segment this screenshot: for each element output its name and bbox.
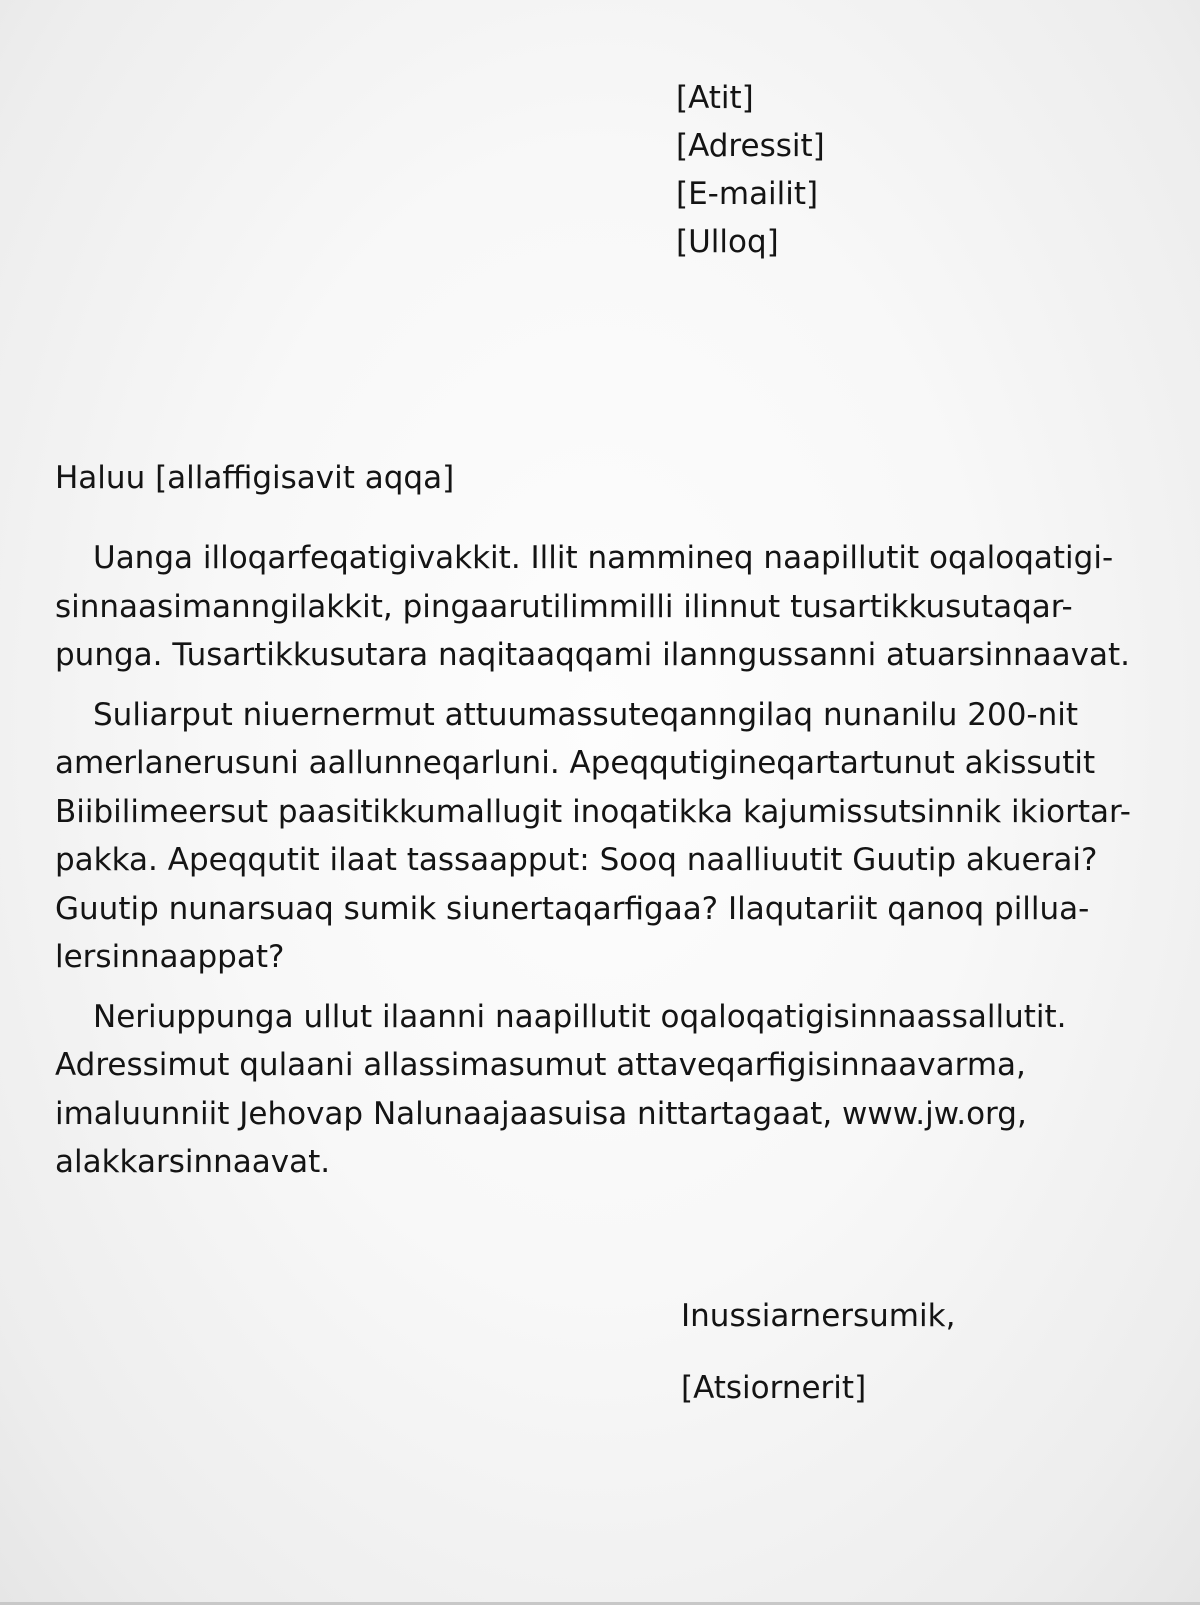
paragraph-line: amerlanerusuni aallunneqarluni. Apeqqutigineqartartunut akissutit xyxy=(55,745,1096,781)
paragraph-line: lersinnaappat? xyxy=(55,939,285,975)
signature: [Atsiornerit] xyxy=(681,1370,867,1406)
paragraph-line: Guutip nunarsuaq sumik siunertaqarfigaa? Ilaqutariit qanoq pillua- xyxy=(55,890,1090,927)
sender-address: [Adressit] xyxy=(676,128,825,164)
sender-email: [E-mailit] xyxy=(676,176,819,212)
sender-block xyxy=(676,74,825,266)
paragraph-line: pakka. Apeqqutit ilaat tassaapput: Sooq naalliuutit Guutip akuerai? xyxy=(55,842,1098,878)
paragraph-line: imaluunniit Jehovap Nalunaajaasuisa nittartagaat, www.jw.org, xyxy=(55,1095,1027,1132)
letter-body xyxy=(55,534,1135,1198)
letter-date: [Ulloq] xyxy=(676,224,779,260)
paragraph-line: Biibilimeersut paasitikkumallugit inoqatikka kajumissutsinnik ikiortar- xyxy=(55,793,1131,830)
paragraph-1 xyxy=(55,534,1135,680)
paragraph-line: Suliarput niuernermut attuumassuteqanngilaq nunanilu 200-nit xyxy=(93,696,1079,733)
paragraph-line: Uanga illoqarfeqatigivakkit. Illit nammineq naapillutit oqaloqatigi- xyxy=(93,540,1114,576)
paragraph-line: alakkarsinnaavat. xyxy=(55,1144,331,1180)
paragraph-line: punga. Tusartikkusutara naqitaaqqami ilanngussanni atuarsinnaavat. xyxy=(55,637,1130,673)
paragraph-line: Neriuppunga ullut ilaanni naapillutit oqaloqatigisinnaassallutit. xyxy=(93,998,1067,1035)
salutation: Haluu [allaffigisavit aqqa] xyxy=(55,460,455,496)
paragraph-2 xyxy=(55,691,1135,982)
closing: Inussiarnersumik, xyxy=(681,1298,956,1334)
sender-name: [Atit] xyxy=(676,80,754,116)
paragraph-line: sinnaasimanngilakkit, pingaarutilimmilli ilinnut tusartikkusutaqar- xyxy=(55,588,1073,625)
paragraph-line: Adressimut qulaani allassimasumut attaveqarfigisinnaavarma, xyxy=(55,1047,1026,1083)
paragraph-3 xyxy=(55,993,1135,1187)
